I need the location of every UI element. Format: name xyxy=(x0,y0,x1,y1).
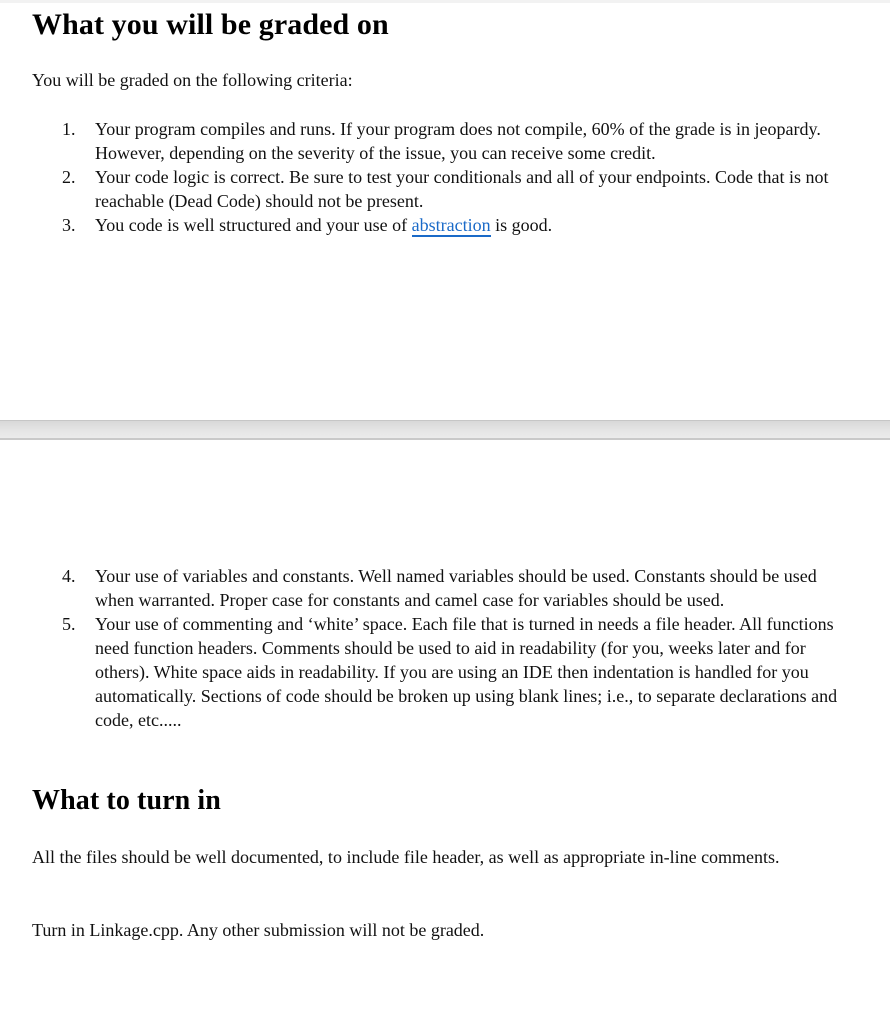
list-number: 3. xyxy=(62,215,76,235)
criteria-item-3 xyxy=(62,213,862,237)
list-number: 4. xyxy=(62,566,76,586)
list-number: 2. xyxy=(62,167,76,187)
criteria-text: Your program compiles and runs. If your program does not compile, 60% of the grade is in jeopardy. However, depending on the severity of the issue, you can receive some credit. xyxy=(95,119,821,163)
criteria-text: Your code logic is correct. Be sure to test your conditionals and all of your endpoints. Code that is not reachable (Dead Code) should not be present. xyxy=(95,167,829,211)
criteria-text: Your use of commenting and ‘white’ space. Each file that is turned in needs a file header. All functions need function headers. Comments should be used to aid in readability (for you, weeks later and for others). White space aids in readability. If you are using an IDE then indentation is handled for you automatically. Sections of code should be broken up using blank lines; i.e., to separate declarations and code, etc..... xyxy=(95,614,838,730)
criteria-item-1 xyxy=(62,117,862,165)
criteria-item-5 xyxy=(62,612,862,732)
heading-what-you-will-be-graded-on: What you will be graded on xyxy=(32,8,389,41)
criteria-item-4 xyxy=(62,564,862,612)
list-number: 1. xyxy=(62,119,76,139)
submission-paragraph: Turn in Linkage.cpp. Any other submission will not be graded. xyxy=(32,920,485,940)
grading-criteria-list-continued xyxy=(62,564,862,732)
heading-what-to-turn-in: What to turn in xyxy=(32,785,221,816)
grading-criteria-list xyxy=(62,117,862,237)
document-page-1 xyxy=(0,3,890,420)
documentation-paragraph: All the files should be well documented, to include file header, as well as appropriate in-line comments. xyxy=(32,847,780,867)
page-break-separator xyxy=(0,420,890,440)
criteria-item-2 xyxy=(62,165,862,213)
criteria-text: Your use of variables and constants. Well named variables should be used. Constants should be used when warranted. Proper case for constants and camel case for variables should be used. xyxy=(95,566,817,610)
criteria-text-after-link: is good. xyxy=(490,215,553,235)
list-number: 5. xyxy=(62,614,76,634)
grading-intro-paragraph: You will be graded on the following criteria: xyxy=(32,70,353,90)
criteria-text xyxy=(95,213,855,237)
abstraction-link[interactable]: abstraction xyxy=(411,215,491,235)
criteria-text-before-link: You code is well structured and your use of xyxy=(95,215,412,235)
